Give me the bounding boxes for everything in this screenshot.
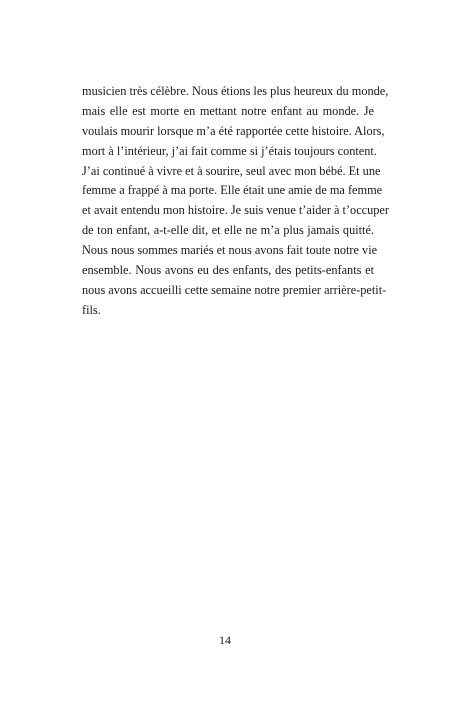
text-line: nous avons accueilli cette semaine notre premier arrière-petit- [82, 282, 387, 297]
text-line: ensemble. Nous avons eu des enfants, des petits-enfants et [82, 263, 374, 278]
page-number: 14 [219, 633, 231, 647]
text-line: femme a frappé à ma porte. Elle était une amie de ma femme [82, 183, 383, 198]
text-line: J’ai continué à vivre et à sourire, seul avec mon bébé. Et une [82, 163, 381, 178]
text-line: Nous nous sommes mariés et nous avons fait toute notre vie [82, 243, 378, 258]
text-line: voulais mourir lorsque m’a été rapportée cette histoire. Alors, [82, 123, 385, 138]
text-line: mais elle est morte en mettant notre enfant au monde. Je [82, 103, 374, 118]
text-line: fils. [82, 302, 101, 317]
body-text [82, 82, 389, 321]
text-line: et avait entendu mon histoire. Je suis venue t’aider à t’occuper [82, 203, 389, 218]
text-line: musicien très célèbre. Nous étions les plus heureux du monde, [82, 84, 389, 98]
text-line: de ton enfant, a-t-elle dit, et elle ne m’a plus jamais quitté. [82, 223, 374, 238]
text-line: mort à l’intérieur, j’ai fait comme si j’étais toujours content. [82, 143, 377, 158]
